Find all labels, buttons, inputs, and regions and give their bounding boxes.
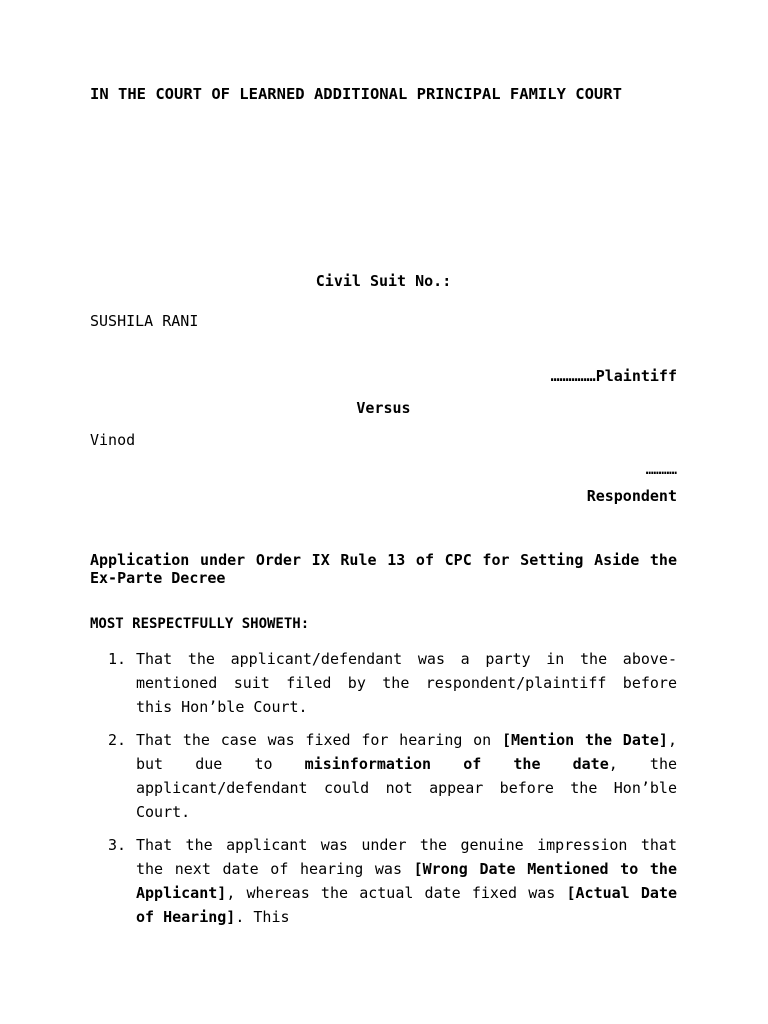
paragraph-text-run: . This	[235, 908, 290, 926]
paragraph-text-run: That the applicant/defendant was a party in the above-mentioned suit filed by the respondent/plaintiff before this Hon’ble Court.	[136, 650, 677, 716]
versus-label: Versus	[356, 399, 411, 417]
paragraph-text	[136, 833, 677, 929]
paragraph-text-run: , whereas the actual date fixed was	[226, 884, 567, 902]
date-placeholder: [Mention the Date]	[501, 731, 668, 749]
application-subject: Application under Order IX Rule 13 of CPC for Setting Aside the Ex-Parte Decree	[90, 551, 677, 587]
paragraph-text-run: , the applicant/defendant could not appear before the Hon’ble Court.	[136, 755, 678, 821]
court-heading: IN THE COURT OF LEARNED ADDITIONAL PRINCIPAL FAMILY COURT	[90, 85, 622, 103]
respondent-role: Respondent	[586, 487, 677, 505]
paragraph-text	[136, 728, 677, 824]
paragraph-text-run: That the applicant was under the genuine impression that the next date of hearing was	[136, 836, 677, 878]
list-item	[108, 833, 677, 929]
plaintiff-role: ……………Plaintiff	[550, 367, 677, 385]
respondent-dots: …………	[645, 463, 677, 478]
paragraph-number: 1.	[108, 650, 127, 668]
paragraph-number: 3.	[108, 836, 127, 854]
emphasis-text: misinformation of the date	[304, 755, 609, 773]
paragraph-text-run: That the case was fixed for hearing on	[136, 731, 502, 749]
paragraph-text-run: , but due to	[136, 731, 677, 773]
paragraph-text	[136, 647, 677, 719]
list-item	[108, 728, 677, 824]
respondent-name: Vinod	[90, 431, 136, 449]
paragraph-number: 2.	[108, 731, 127, 749]
showeth-heading: MOST RESPECTFULLY SHOWETH:	[90, 616, 310, 632]
numbered-paragraphs	[108, 647, 677, 938]
date-placeholder: [Wrong Date Mentioned to the Applicant]	[136, 860, 677, 902]
plaintiff-name: SUSHILA RANI	[90, 312, 199, 330]
list-item	[108, 647, 677, 719]
date-placeholder: [Actual Date of Hearing]	[136, 884, 678, 926]
civil-suit-number-label: Civil Suit No.:	[315, 272, 452, 290]
